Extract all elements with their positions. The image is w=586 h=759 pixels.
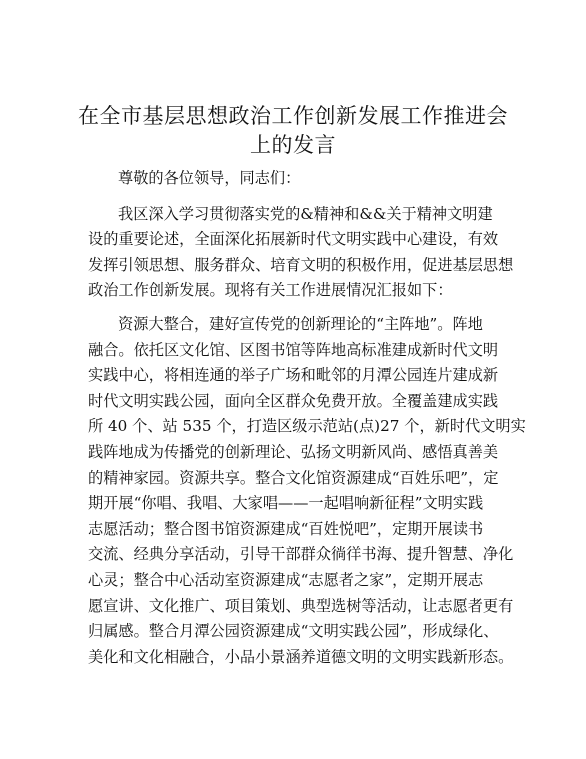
- intro-paragraph: [88, 202, 514, 304]
- document-body: [88, 166, 526, 670]
- main-line-12: 愿宣讲、文化推广、项目策划、典型选树等活动，让志愿者更有: [88, 596, 514, 615]
- intro-line-3: 发挥引领思想、服务群众、培育文明的积极作用，促进基层思想: [88, 255, 514, 274]
- main-line-8: 期开展“你唱、我唱、大家唱——一起唱响新征程”文明实践: [88, 494, 484, 513]
- main-paragraph: [88, 312, 526, 670]
- intro-line-4: 政治工作创新发展。现将有关工作进展情况汇报如下：: [88, 281, 453, 300]
- main-line-1: 资源大整合，建好宣传党的创新理论的“主阵地”。阵地: [118, 314, 483, 333]
- main-line-11: 心灵；整合中心活动室资源建成“志愿者之家”，定期开展志: [88, 570, 484, 589]
- main-line-3: 实践中心，将相连通的举子广场和毗邻的月潭公园连片建成新: [88, 366, 499, 385]
- greeting-paragraph: 尊敬的各位领导，同志们：: [118, 169, 301, 187]
- main-line-10: 交流、经典分享活动，引导干部群众徜徉书海、提升智慧、净化: [88, 545, 514, 564]
- document-title: [70, 102, 516, 160]
- main-line-14: 美化和文化相融合，小品小景涵养道德文明的文明实践新形态。: [88, 647, 514, 666]
- main-line-2: 融合。依托区文化馆、区图书馆等阵地高标准建成新时代文明: [88, 340, 499, 359]
- intro-line-1: 我区深入学习贯彻落实党的&精神和&&关于精神文明建: [118, 204, 493, 223]
- main-line-5: 所 40 个、站 535 个，打造区级示范站(点)27 个，新时代文明实: [88, 417, 526, 436]
- title-line-2: 上的发言: [250, 133, 336, 157]
- main-line-4: 时代文明实践公园，面向全区群众免费开放。全覆盖建成实践: [88, 391, 499, 410]
- title-line-1: 在全市基层思想政治工作创新发展工作推进会: [78, 104, 508, 128]
- main-line-13: 归属感。整合月潭公园资源建成“文明实践公园”，形成绿化、: [88, 622, 499, 641]
- main-line-9: 志愿活动；整合图书馆资源建成“百姓悦吧”，定期开展读书: [88, 519, 484, 538]
- main-line-6: 践阵地成为传播党的创新理论、弘扬文明新风尚、感悟真善美: [88, 442, 499, 461]
- intro-line-2: 设的重要论述，全面深化拓展新时代文明实践中心建设，有效: [88, 230, 499, 249]
- main-line-7: 的精神家园。资源共享。整合文化馆资源建成“百姓乐吧”，定: [88, 468, 499, 487]
